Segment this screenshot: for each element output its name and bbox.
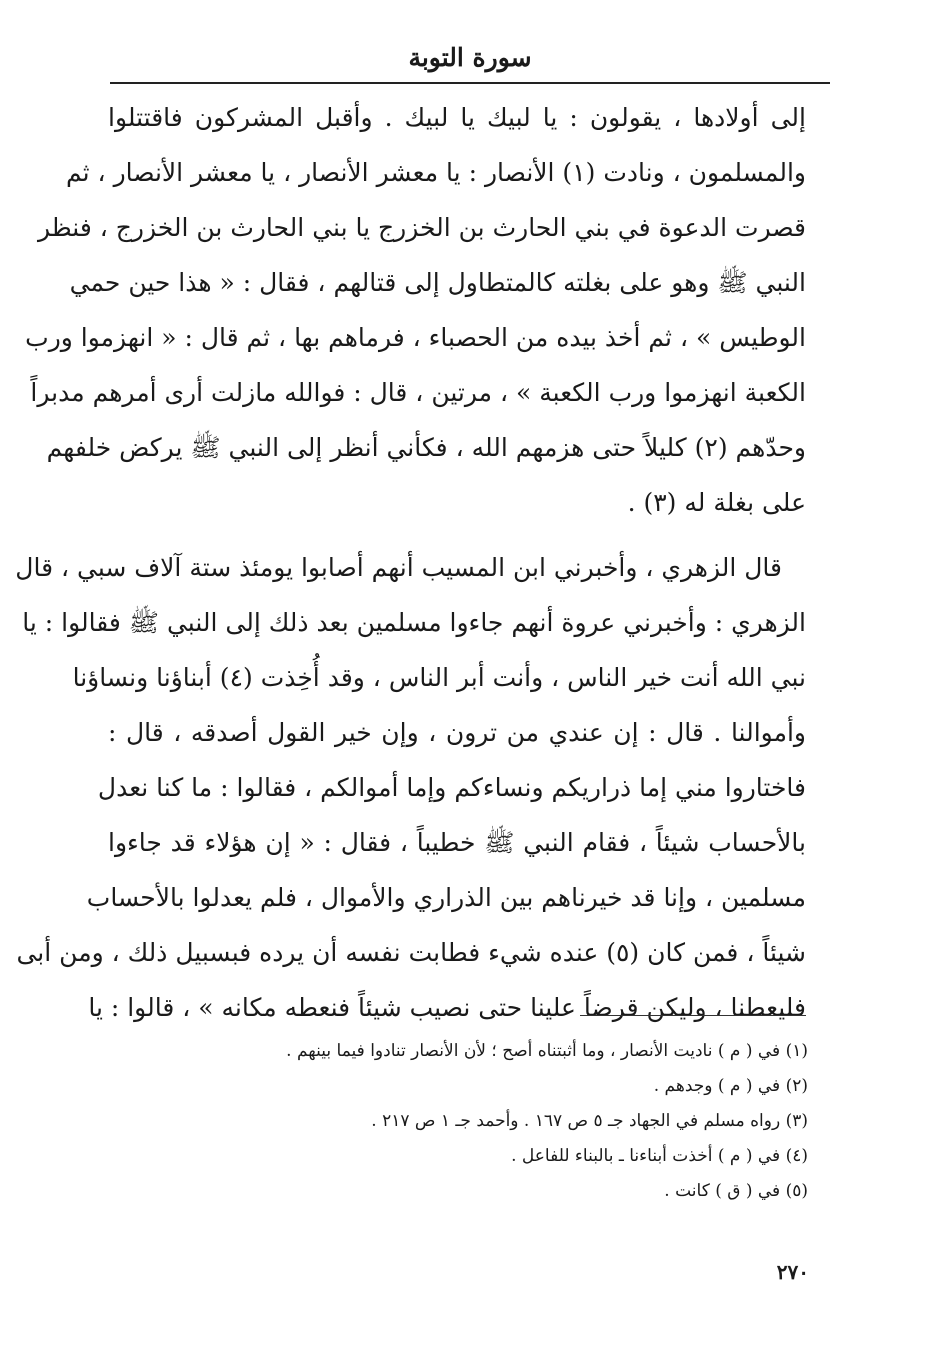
body-text [15, 90, 806, 1035]
running-header-title: سورة التوبة [408, 43, 532, 72]
text-line: قال الزهري ، وأخبرني ابن المسيب أنهم أصابوا يومئذ ستة آلاف سبي ، قال [15, 553, 782, 582]
text-line: وحدّهم (٢) كليلاً حتى هزمهم الله ، فكأني أنظر إلى النبي ﷺ يركض خلفهم [46, 433, 806, 462]
footnote-5: (٥) في ( ق ) كانت . [664, 1181, 808, 1201]
text-line: مسلمين ، وإنا قد خيرناهم بين الذراري والأموال ، فلم يعدلوا بالأحساب [86, 883, 806, 912]
footnote-1: (١) في ( م ) ناديت الأنصار ، وما أثبتناه أصح ؛ لأن الأنصار تنادوا فيما بينهم . [286, 1041, 808, 1061]
text-line: على بغلة له (٣) . [627, 488, 806, 517]
paragraph-1 [25, 90, 806, 530]
text-line: النبي ﷺ وهو على بغلته كالمتطاول إلى قتالهم ، فقال : « هذا حين حمي [69, 268, 806, 297]
text-line: الزهري : وأخبرني عروة أنهم جاءوا مسلمين بعد ذلك إلى النبي ﷺ فقالوا : يا [22, 608, 806, 637]
footnotes [108, 1034, 808, 1209]
text-line: قصرت الدعوة في بني الحارث بن الخزرج يا بني الحارث بن الخزرج ، فنظر [37, 213, 806, 242]
text-line: فاختاروا مني إما ذراريكم ونساءكم وإما أموالكم ، فقالوا : ما كنا نعدل [97, 773, 806, 802]
text-line: والمسلمون ، ونادت (١) الأنصار : يا معشر الأنصار ، يا معشر الأنصار ، ثم [66, 158, 806, 187]
text-line: إلى أولادها ، يقولون : يا لبيك يا لبيك . وأقبل المشركون فاقتتلوا [108, 103, 806, 132]
text-line: شيئاً ، فمن كان (٥) عنده شيء فطابت نفسه أن يرده فبسبيل ذلك ، ومن أبى [16, 938, 806, 967]
footnote-rule [580, 1015, 806, 1016]
text-line: نبي الله أنت خير الناس ، وأنت أبر الناس ، وقد أُخِذت (٤) أبناؤنا ونساؤنا [72, 663, 806, 692]
paragraph-2 [15, 540, 806, 1035]
text-line: فليعطنا ، وليكن قرضاً علينا حتى نصيب شيئاً فنعطه مكانه » ، قالوا : يا [88, 993, 806, 1022]
page-number: ٢٧٠ [776, 1260, 809, 1284]
footnote-4: (٤) في ( م ) أخذت أبناءنا ـ بالبناء للفاعل . [511, 1146, 808, 1166]
footnote-2: (٢) في ( م ) وجدهم . [653, 1076, 808, 1096]
text-line: وأموالنا . قال : إن عندي من ترون ، وإن خير القول أصدقه ، قال : [108, 718, 806, 747]
text-line: بالأحساب شيئاً ، فقام النبي ﷺ خطيباً ، فقال : « إن هؤلاء قد جاءوا [108, 828, 806, 857]
text-line: الوطيس » ، ثم أخذ بيده من الحصباء ، فرماهم بها ، ثم قال : « انهزموا ورب [25, 323, 806, 352]
header-rule [110, 82, 830, 84]
footnote-3: (٣) رواه مسلم في الجهاد جـ ٥ ص ١٦٧ . وأحمد جـ ١ ص ٢١٧ . [371, 1111, 808, 1131]
paragraph-gap [108, 530, 806, 540]
text-line: الكعبة انهزموا ورب الكعبة » ، مرتين ، قال : فوالله مازلت أرى أمرهم مدبراً [30, 378, 806, 407]
